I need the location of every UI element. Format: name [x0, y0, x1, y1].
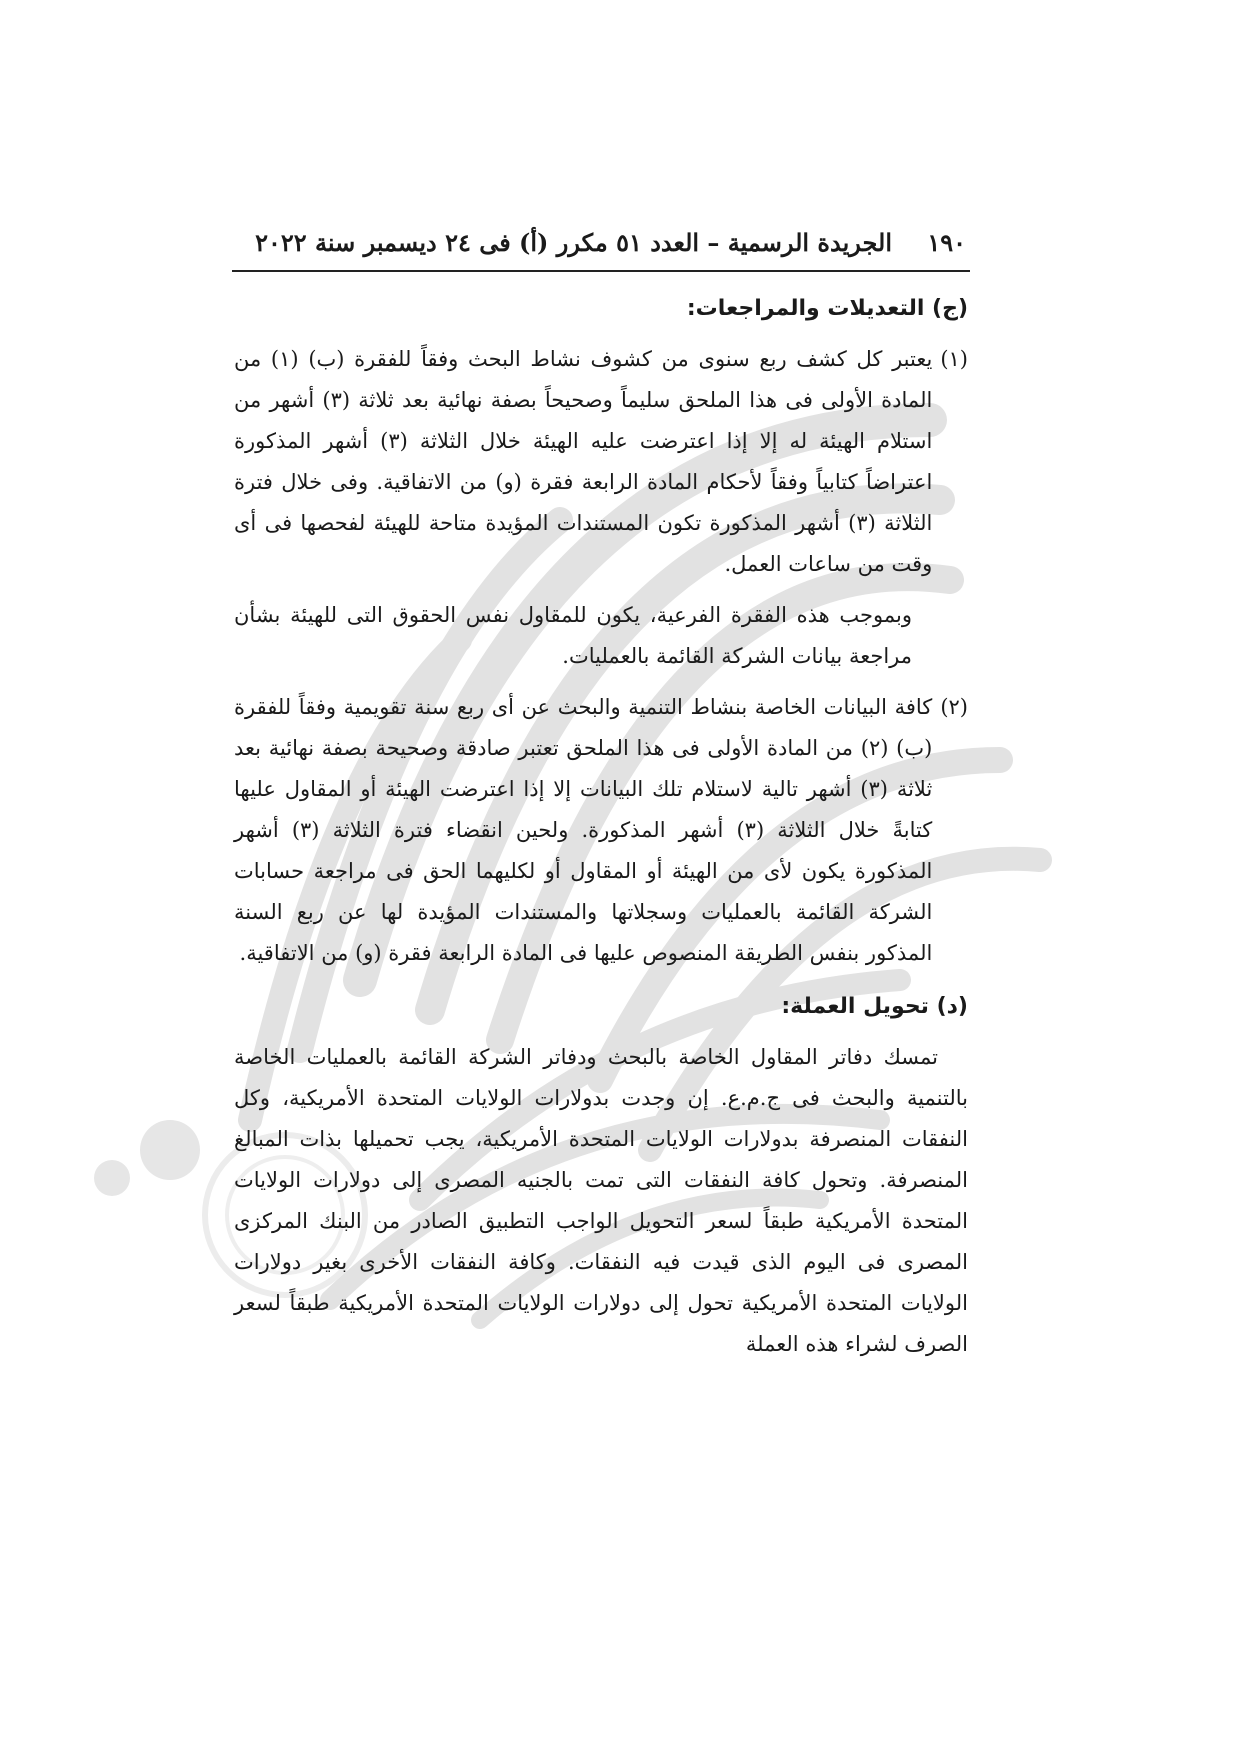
watermark-dot [94, 1160, 130, 1196]
item-body [234, 339, 932, 595]
paragraph: وبموجب هذه الفقرة الفرعية، يكون للمقاول نفس الحقوق التى للهيئة بشأن مراجعة بيانات الشركة القائمة بالعمليات. [234, 603, 912, 668]
paragraph: يعتبر كل كشف ربع سنوى من كشوف نشاط البحث وفقاً للفقرة (ب) (١) من المادة الأولى فى هذا الملحق سليماً وصحيحاً بصفة نهائية بعد ثلاثة (٣) أشهر من استلام الهيئة له إلا إذا اعترضت عليه الهيئة خلال الثلاثة (٣) أشهر المذكورة اعتراضاً كتابياً وفقاً لأحكام المادة الرابعة فقرة (و) من الاتفاقية. وفى خلال فترة الثلاثة (٣) أشهر المذكورة تكون المستندات المؤيدة متاحة للهيئة لفحصها فى أى وقت من ساعات العمل. [234, 347, 933, 576]
watermark-dot [140, 1120, 200, 1180]
section-heading-amendments: (ج) التعديلات والمراجعات: [686, 296, 968, 321]
page-content [234, 286, 968, 1375]
list-item [234, 339, 968, 595]
paragraph: تمسك دفاتر المقاول الخاصة بالبحث ودفاتر الشركة القائمة بالعمليات الخاصة بالتنمية والبحث فى ج.م.ع. إن وجدت بدولارات الولايات المتحدة الأمريكية، وكل النفقات المنصرفة بدولارات الولايات المتحدة الأمريكية، يجب تحميلها بذات المبالغ المنصرفة. وتحول كافة النفقات التى تمت بالجنيه المصرى إلى دولارات الولايات المتحدة الأمريكية طبقاً لسعر التحويل الواجب التطبيق الصادر من البنك المركزى المصرى فى اليوم الذى قيدت فيه النفقات. وكافة النفقات الأخرى بغير دولارات الولايات المتحدة الأمريكية تحول إلى دولارات الولايات المتحدة الأمريكية طبقاً لسعر الصرف لشراء هذه العملة [234, 1045, 968, 1356]
list-item [234, 687, 968, 984]
section-heading-currency: (د) تحويل العملة: [781, 994, 968, 1019]
page-number: ١٩٠ [927, 228, 966, 257]
paragraph: كافة البيانات الخاصة بنشاط التنمية والبحث عن أى ربع سنة تقويمية وفقاً للفقرة (ب) (٢) من المادة الأولى فى هذا الملحق تعتبر صادقة وصحيحة بصفة نهائية بعد ثلاثة (٣) أشهر تالية لاستلام تلك البيانات إلا إذا اعترضت الهيئة أو المقاول عليها كتابةً خلال الثلاثة (٣) أشهر المذكورة. ولحين انقضاء فترة الثلاثة (٣) أشهر المذكورة يكون لأى من الهيئة أو المقاول أو لكليهما الحق فى مراجعة حسابات الشركة القائمة بالعمليات وسجلاتها والمستندات المؤيدة لها عن ربع السنة المذكور بنفس الطريقة المنصوص عليها فى المادة الرابعة فقرة (و) من الاتفاقية. [234, 695, 933, 965]
item-marker: (١) [940, 347, 968, 371]
item-body [234, 687, 932, 984]
item-marker: (٢) [940, 695, 968, 719]
page-header [232, 222, 970, 272]
gazette-title: الجريدة الرسمية – العدد ٥١ مكرر (أ) فى ٢٤ ديسمبر سنة ٢٠٢٢ [255, 228, 892, 257]
